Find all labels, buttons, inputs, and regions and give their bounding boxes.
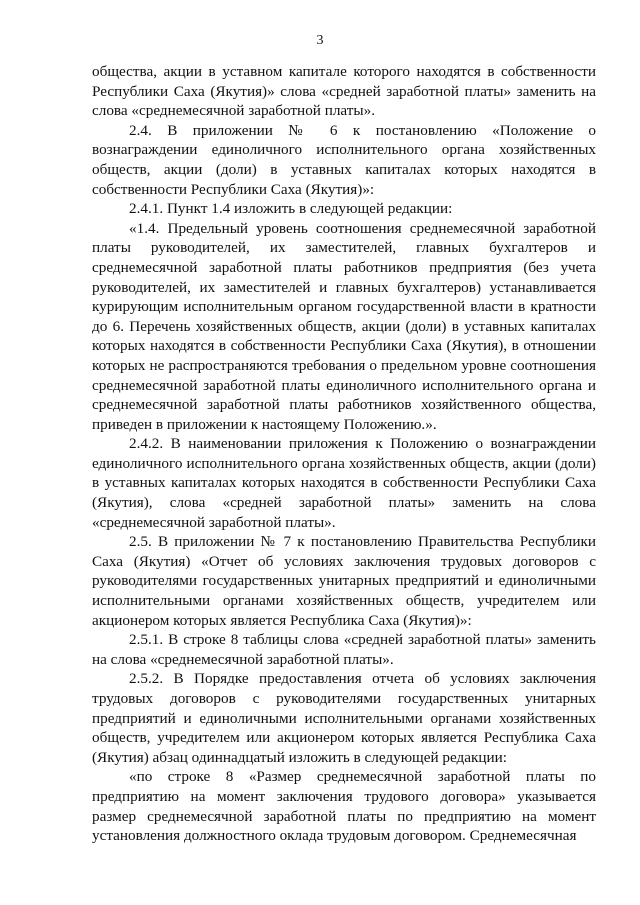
page-number: 3 bbox=[316, 33, 324, 48]
paragraph: 2.4.1. Пункт 1.4 изложить в следующей редакции: bbox=[129, 200, 453, 218]
paragraph: общества, акции в уставном капитале которого находятся в собственности Республики Саха (Якутия)» слова «средней заработной платы» заменить на слова «среднемесячной заработной платы». bbox=[92, 63, 596, 120]
paragraph: 2.5. В приложении № 7 к постановлению Правительства Республики Саха (Якутия) «Отчет об условиях заключения трудовых договоров с руководителями государственных унитарных предприятий и единоличными исполнительными органами хозяйственных обществ, учредителем или акционером которых является Республика Саха (Якутия)»: bbox=[92, 533, 596, 629]
document-body bbox=[92, 62, 596, 846]
paragraph: 2.5.2. В Порядке предоставления отчета об условиях заключения трудовых договоров с руководителями государственных унитарных предприятий и единоличными исполнительными органами хозяйственных обществ, учредителем или акционером которых является Республика Саха (Якутия) абзац одиннадцатый изложить в следующей редакции: bbox=[92, 670, 596, 766]
paragraph: 2.5.1. В строке 8 таблицы слова «средней заработной платы» заменить на слова «среднемесячной заработной платы». bbox=[92, 631, 596, 668]
paragraph: «по строке 8 «Размер среднемесячной заработной платы по предприятию на момент заключения трудового договора» указывается размер среднемесячной заработной платы по предприятию на момент установления должностного оклада трудовым договором. Среднемесячная bbox=[92, 768, 596, 845]
paragraph: 2.4.2. В наименовании приложения к Положению о вознаграждении единоличного исполнительного органа хозяйственных обществ, акции (доли) в уставных капиталах которых находятся в собственности Республики Саха (Якутия), слова «средней заработной платы» заменить на слова «среднемесячной заработной платы». bbox=[92, 435, 596, 531]
paragraph: 2.4. В приложении № 6 к постановлению «Положение о вознаграждении единоличного исполнительного органа хозяйственных обществ, акции (доли) в уставных капиталах которых находятся в собственности Республики Саха (Якутия)»: bbox=[92, 121, 596, 198]
paragraph: «1.4. Предельный уровень соотношения среднемесячной заработной платы руководителей, их заместителей, главных бухгалтеров и среднемесячной заработной платы работников предприятия (без учета руководителей, их заместителей и главных бухгалтеров) устанавливается курирующим исполнительным органом государственной власти в кратности до 6. Перечень хозяйственных обществ, акции (доли) в уставных капиталах которых находятся в собственности Республики Саха (Якутия), в отношении которых не распространяются требования о предельном уровне соотношения среднемесячной заработной платы единоличного исполнительного органа и среднемесячной заработной платы работников хозяйственного общества, приведен в приложении к настоящему Положению.». bbox=[92, 219, 596, 433]
